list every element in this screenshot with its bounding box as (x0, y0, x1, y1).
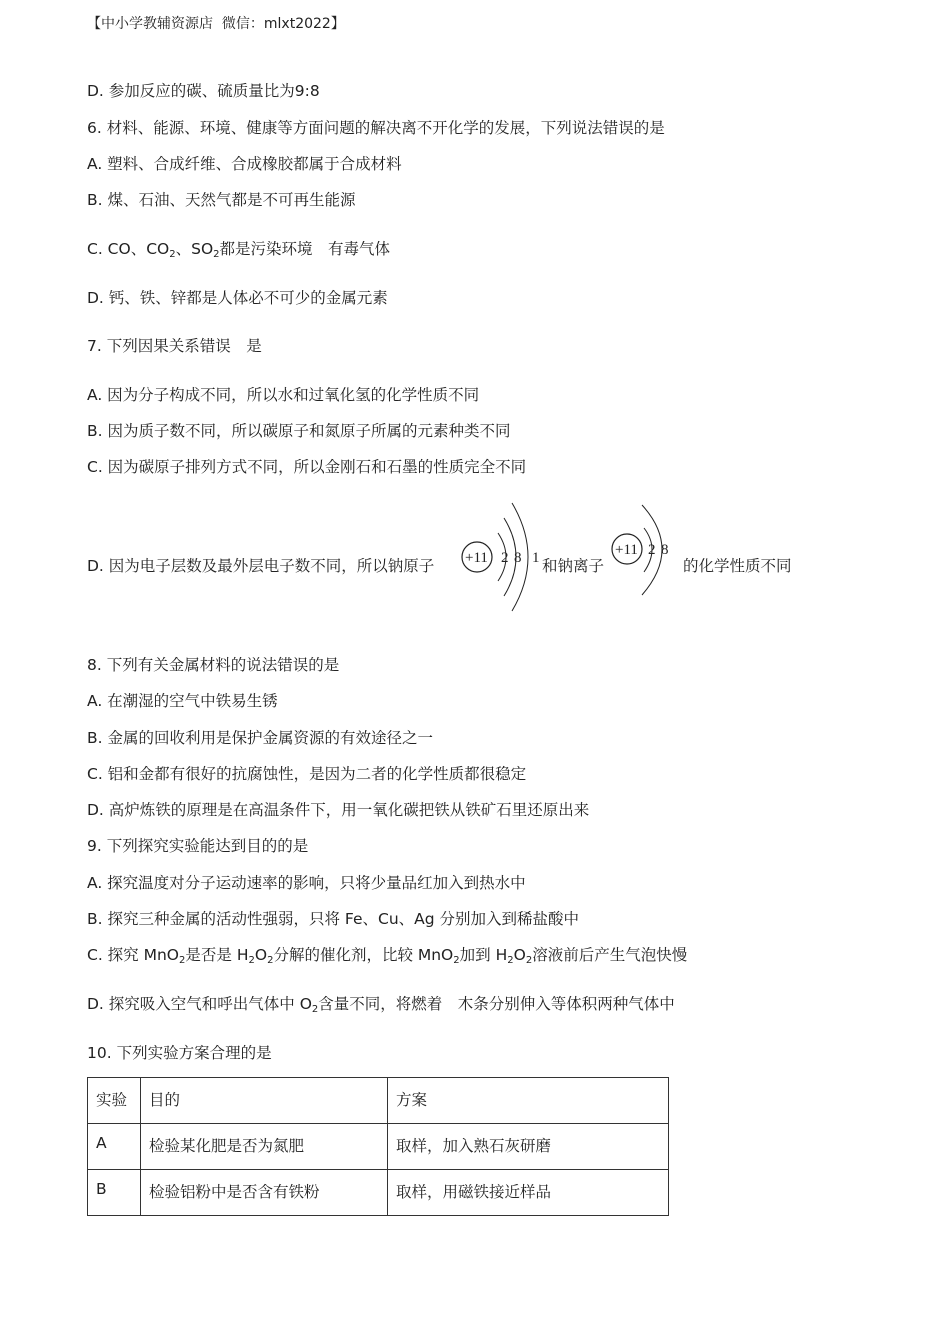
text: O (513, 946, 526, 964)
shell-1-count: 2 (501, 550, 509, 566)
text: 溶液前后产生气泡快慢 (532, 946, 688, 964)
subscript: 2 (267, 955, 274, 966)
q8-option-b: B. 金属的回收利用是保护金属资源的有效途径之一 (87, 729, 433, 747)
subscript: 2 (525, 955, 533, 966)
table-cell: 检验铝粉中是否含有铁粉 (141, 1170, 388, 1216)
header-cell: 方案 (388, 1078, 669, 1124)
text: C. 探究 MnO (87, 946, 180, 964)
subscript: 2 (179, 955, 186, 966)
header-cell: 实验 (88, 1078, 141, 1124)
q7-option-c: C. 因为碳原子排列方式不同，所以金刚石和石墨的性质完全不同 (87, 458, 527, 476)
q7-option-d-part2: 和钠离子 (542, 557, 605, 575)
text: D. 探究吸入空气和呼出气体中 O (87, 995, 312, 1013)
q6-option-d: D. 钙、铁、锌都是人体必不可少的金属元素 (87, 289, 388, 307)
q8-option-c: C. 铝和金都有很好的抗腐蚀性，是因为二者的化学性质都很稳定 (87, 765, 527, 783)
subscript: 2 (213, 249, 220, 260)
q9-option-b: B. 探究三种金属的活动性强弱，只将 Fe、Cu、Ag 分别加入到稀盐酸中 (87, 910, 580, 928)
q8-stem: 8. 下列有关金属材料的说法错误的是 (87, 656, 340, 674)
q9-option-c (87, 945, 687, 971)
table-cell: 取样，加入熟石灰研磨 (388, 1124, 669, 1170)
subscript: 2 (311, 1004, 319, 1015)
text: 含量不同，将燃着 木条分别伸入等体积两种气体中 (318, 995, 675, 1013)
text: C. CO、CO (87, 240, 170, 258)
text: 加到 H (459, 946, 508, 964)
nucleus-label: +11 (465, 550, 488, 566)
subscript: 2 (169, 249, 176, 260)
table-cell: 取样，用磁铁接近样品 (388, 1170, 669, 1216)
table-cell: 检验某化肥是否为氮肥 (141, 1124, 388, 1170)
shell-2-count: 8 (514, 550, 522, 566)
table-cell: B (88, 1170, 141, 1216)
q8-option-d: D. 高炉炼铁的原理是在高温条件下，用一氧化碳把铁从铁矿石里还原出来 (87, 801, 590, 819)
subscript: 2 (453, 955, 460, 966)
shell-3-count: 1 (532, 550, 540, 566)
q7-option-d-part3: 的化学性质不同 (683, 557, 792, 575)
q9-stem: 9. 下列探究实验能达到目的的是 (87, 837, 309, 855)
q10-stem: 10. 下列实验方案合理的是 (87, 1044, 272, 1062)
header-cell: 目的 (141, 1078, 388, 1124)
header-watermark: 【中小学教辅资源店 微信：mlxt2022】 (87, 16, 345, 32)
q6-option-a: A. 塑料、合成纤维、合成橡胶都属于合成材料 (87, 155, 402, 173)
subscript: 2 (248, 955, 255, 966)
shell-1-count: 2 (648, 542, 656, 558)
text: 分解的催化剂，比较 MnO (273, 946, 454, 964)
sodium-ion-diagram (606, 500, 676, 600)
nucleus-label: +11 (615, 542, 638, 558)
sodium-atom-diagram (456, 500, 546, 615)
subscript: 2 (507, 955, 514, 966)
shell-2-count: 8 (661, 542, 669, 558)
q6-stem: 6. 材料、能源、环境、健康等方面问题的解决离不开化学的发展，下列说法错误的是 (87, 119, 665, 137)
q6-option-b: B. 煤、石油、天然气都是不可再生能源 (87, 191, 356, 209)
table-row (88, 1170, 669, 1216)
table-cell: A (88, 1124, 141, 1170)
table-row (88, 1124, 669, 1170)
q6-option-c (87, 239, 390, 265)
q7-option-b: B. 因为质子数不同，所以碳原子和氮原子所属的元素种类不同 (87, 422, 511, 440)
table-header-row (88, 1078, 669, 1124)
text: 是否是 H (185, 946, 249, 964)
q8-option-a: A. 在潮湿的空气中铁易生锈 (87, 692, 278, 710)
text: 都是污染环境 有毒气体 (219, 240, 391, 258)
q7-option-a: A. 因为分子构成不同，所以水和过氧化氢的化学性质不同 (87, 386, 480, 404)
text: O (254, 946, 268, 964)
q9-option-a: A. 探究温度对分子运动速率的影响，只将少量品红加入到热水中 (87, 874, 526, 892)
q10-table (87, 1077, 669, 1216)
q7-option-d-part1: D. 因为电子层数及最外层电子数不同，所以钠原子 (87, 557, 435, 575)
q9-option-d (87, 994, 675, 1020)
text: 、SO (175, 240, 214, 258)
q5-option-d: D. 参加反应的碳、硫质量比为9:8 (87, 82, 320, 100)
q7-stem: 7. 下列因果关系错误 是 (87, 337, 262, 355)
